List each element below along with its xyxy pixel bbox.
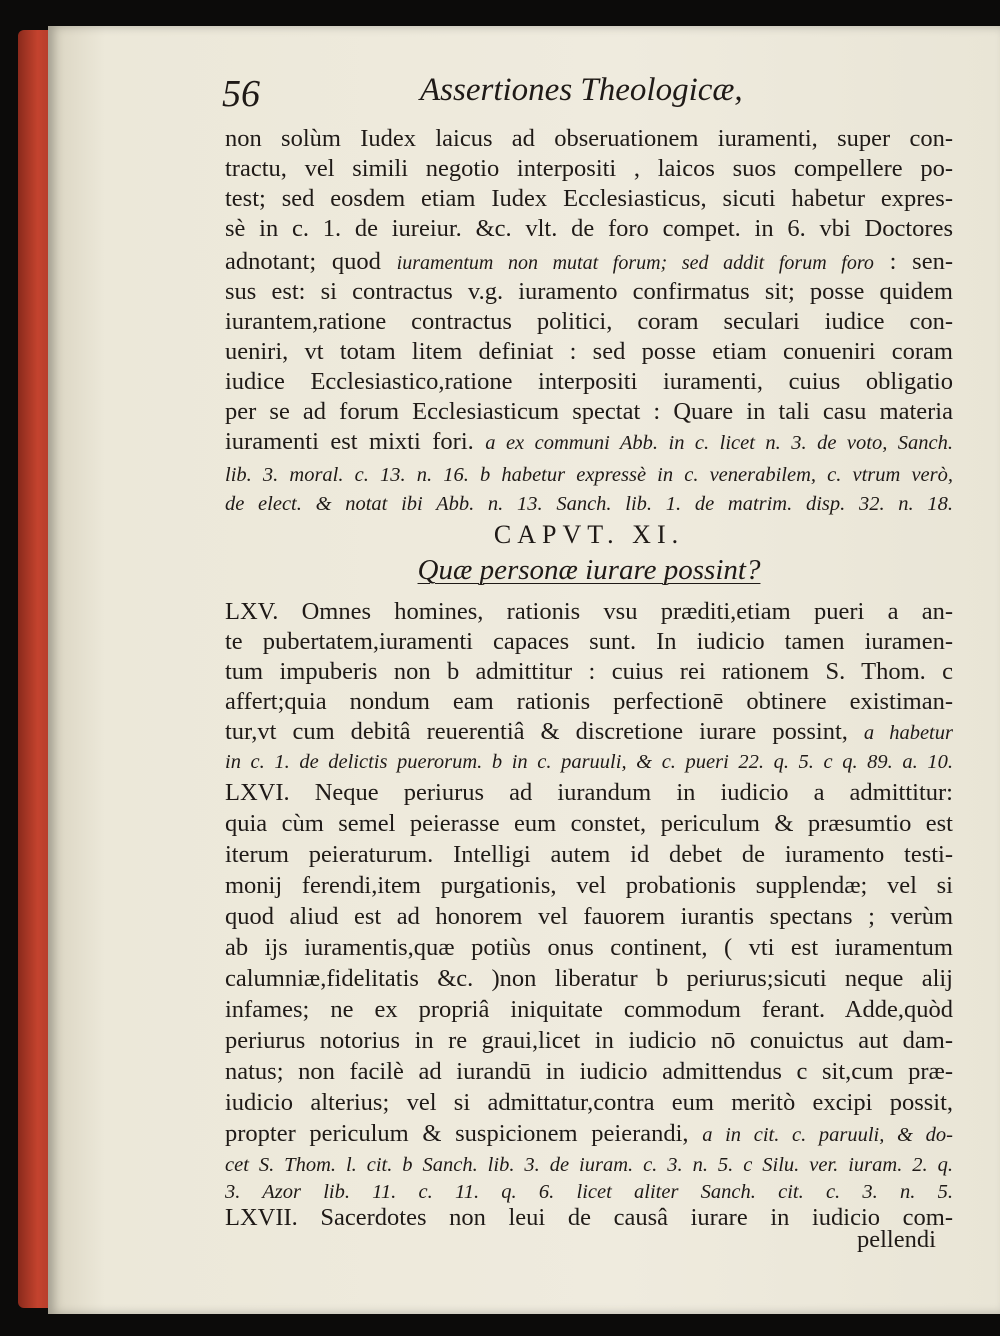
text-line: iterum peieraturum. Intelligi autem id debet de iuramento testi- <box>225 841 953 868</box>
chapter-heading: CAPVT. XI. <box>493 520 685 549</box>
text-line: ueniri, vt totam litem definiat : sed posse etiam conueniri coram <box>225 338 953 365</box>
text-line: tum impuberis non b admittitur : cuius rei rationem S. Thom. c <box>225 658 953 685</box>
text-line: LXV. Omnes homines, rationis vsu præditi,etiam pueri a an- <box>225 598 953 625</box>
text-line: affert;quia nondum eam rationis perfectionē obtinere existiman- <box>225 688 953 715</box>
text-line: quia cùm semel peierasse eum constet, periculum & præsumtio est <box>225 810 953 837</box>
marginal-note: 3. Azor lib. 11. c. 11. q. 6. licet aliter Sanch. cit. c. 3. n. 5. <box>225 1181 953 1203</box>
text-line: calumniæ,fidelitatis &c. )non liberatur b periurus;sicuti neque alij <box>225 965 953 992</box>
text-line: tur,vt cum debitâ reuerentiâ & discretione iurare possint, a habetur <box>225 718 953 745</box>
text-line: quod aliud est ad honorem vel fauorem iurantis spectans ; verùm <box>225 903 953 930</box>
text-line: LXVII. Sacerdotes non leui de causâ iurare in iudicio com- <box>225 1204 953 1231</box>
text-line: infames; ne ex propriâ iniquitate commodum ferant. Adde,quòd <box>225 996 953 1023</box>
marginal-note: lib. 3. moral. c. 13. n. 16. b habetur expressè in c. venerabilem, c. vtrum verò, <box>225 464 953 486</box>
page-number: 56 <box>222 73 260 115</box>
section-title: Quæ personæ iurare possint? <box>417 554 761 586</box>
running-head: Assertiones Theologicæ, <box>420 72 743 108</box>
text-line: periurus notorius in re graui,licet in iudicio nō conuictus aut dam- <box>225 1027 953 1054</box>
text-line: iudice Ecclesiastico,ratione interpositi iuramenti, cuius obligatio <box>225 368 953 395</box>
text-line: non solùm Iudex laicus ad obseruationem iuramenti, super con- <box>225 125 953 152</box>
text-line: adnotant; quod iuramentum non mutat forum; sed addit forum foro : sen- <box>225 248 953 275</box>
text-line: iuramenti est mixti fori. a ex communi Abb. in c. licet n. 3. de voto, Sanch. <box>225 428 953 455</box>
text-line: iurantem,ratione contractus politici, coram seculari iudice con- <box>225 308 953 335</box>
text-line: natus; non facilè ad iurandū in iudicio admittendus c sit,cum præ- <box>225 1058 953 1085</box>
text-line: te pubertatem,iuramenti capaces sunt. In iudicio tamen iuramen- <box>225 628 953 655</box>
text-line: LXVI. Neque periurus ad iurandum in iudicio a admittitur: <box>225 779 953 806</box>
text-line: sus est: si contractus v.g. iuramento confirmatus sit; posse quidem <box>225 278 953 305</box>
marginal-note: in c. 1. de delictis puerorum. b in c. paruuli, & c. pueri 22. q. 5. c q. 89. a. 10. <box>225 751 953 773</box>
text-line: monij ferendi,item purgationis, vel probationis supplendæ; vel si <box>225 872 953 899</box>
text-line: sè in c. 1. de iureiur. &c. vlt. de foro compet. in 6. vbi Doctores <box>225 215 953 242</box>
text-line: tractu, vel simili negotio interpositi , laicos suos compellere po- <box>225 155 953 182</box>
marginal-note: de elect. & notat ibi Abb. n. 13. Sanch. lib. 1. de matrim. disp. 32. n. 18. <box>225 493 953 515</box>
text-line: propter periculum & suspicionem peierandi, a in cit. c. paruuli, & do- <box>225 1120 953 1147</box>
catchword: pellendi <box>857 1226 936 1253</box>
marginal-note: cet S. Thom. l. cit. b Sanch. lib. 3. de iuram. c. 3. n. 5. c Silu. ver. iuram. 2. q. <box>225 1154 953 1176</box>
text-line: iudicio alterius; vel si admittatur,contra eum meritò excipi possit, <box>225 1089 953 1116</box>
text-line: per se ad forum Ecclesiasticum spectat : Quare in tali casu materia <box>225 398 953 425</box>
text-line: test; sed eosdem etiam Iudex Ecclesiasticus, sicuti habetur expres- <box>225 185 953 212</box>
text-line: ab ijs iuramentis,quæ potiùs onus continent, ( vti est iuramentum <box>225 934 953 961</box>
